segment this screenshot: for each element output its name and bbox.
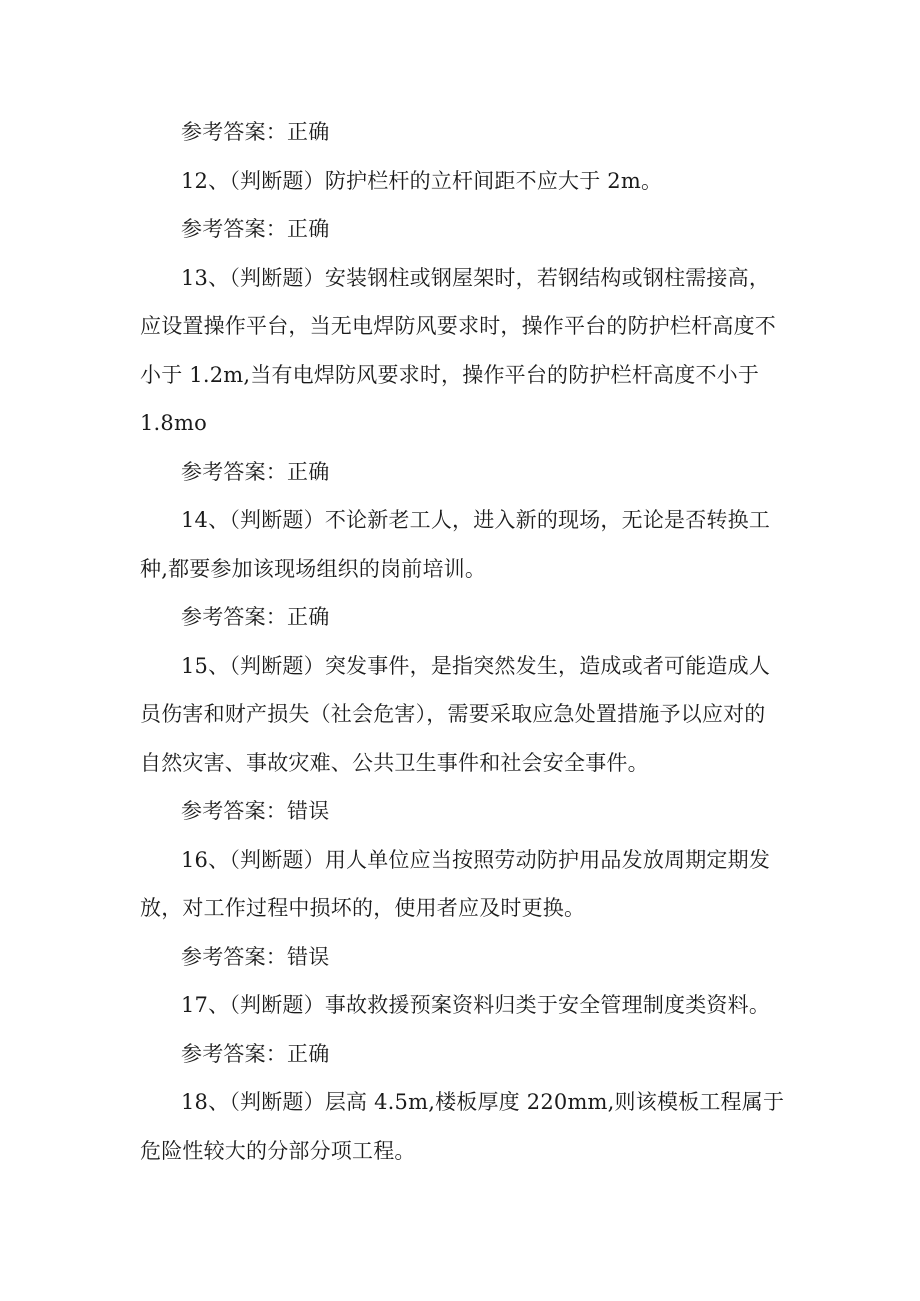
answer-line: 参考答案：错误 — [181, 799, 330, 823]
question-line-continued: 自然灾害、事故灾难、公共卫生事件和社会安全事件。 — [140, 751, 649, 775]
question-line: 14、（判断题）不论新老工人，进入新的现场，无论是否转换工 — [181, 508, 771, 532]
question-line-continued: 放，对工作过程中损坏的，使用者应及时更换。 — [140, 896, 586, 920]
question-line-continued: 应设置操作平台，当无电焊防风要求时，操作平台的防护栏杆高度不 — [140, 314, 776, 338]
answer-line: 参考答案：正确 — [181, 460, 330, 484]
answer-line: 参考答案：正确 — [181, 120, 330, 144]
answer-line: 参考答案：正确 — [181, 217, 330, 241]
question-line: 18、（判断题）层高 4.5m,楼板厚度 220mm,则该模板工程属于 — [181, 1090, 785, 1114]
question-line-continued: 小于 1.2m,当有电焊防风要求时，操作平台的防护栏杆高度不小于 — [140, 363, 760, 387]
question-line: 15、（判断题）突发事件，是指突然发生，造成或者可能造成人 — [181, 654, 771, 678]
question-line: 12、（判断题）防护栏杆的立杆间距不应大于 2m。 — [181, 169, 663, 193]
question-line: 17、（判断题）事故救援预案资料归类于安全管理制度类资料。 — [181, 993, 771, 1017]
question-line: 16、（判断题）用人单位应当按照劳动防护用品发放周期定期发 — [181, 848, 771, 872]
answer-line: 参考答案：正确 — [181, 1042, 330, 1066]
question-line-continued: 1.8mo — [140, 411, 207, 435]
question-line-continued: 危险性较大的分部分项工程。 — [140, 1139, 416, 1163]
answer-line: 参考答案：错误 — [181, 945, 330, 969]
question-line: 13、（判断题）安装钢柱或钢屋架时，若钢结构或钢柱需接高， — [181, 266, 771, 290]
question-line-continued: 员伤害和财产损失（社会危害），需要采取应急处置措施予以应对的 — [140, 702, 766, 726]
answer-line: 参考答案：正确 — [181, 605, 330, 629]
question-line-continued: 种,都要参加该现场组织的岗前培训。 — [140, 557, 487, 581]
